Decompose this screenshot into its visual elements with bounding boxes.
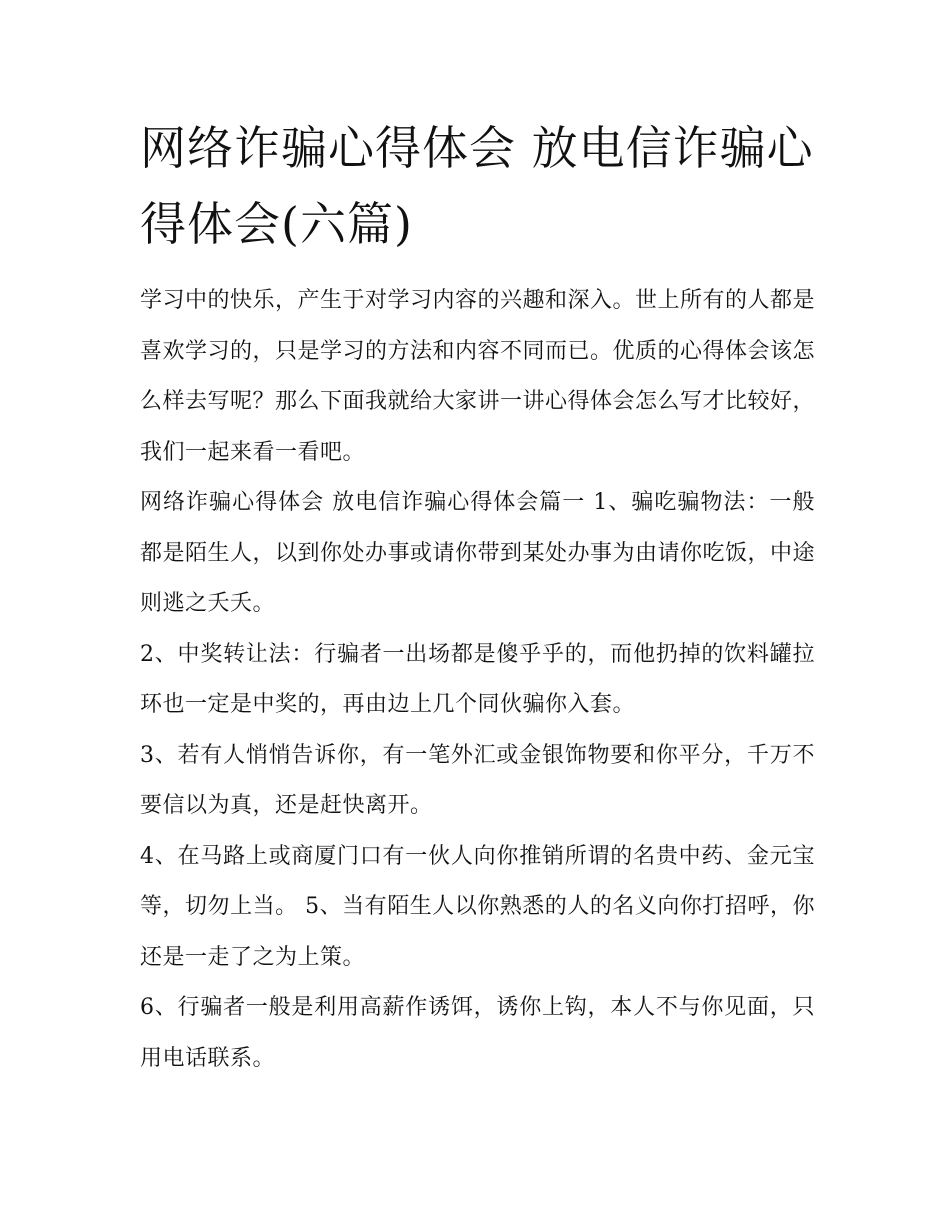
paragraph-item-1: 网络诈骗心得体会 放电信诈骗心得体会篇一 1、骗吃骗物法：一般都是陌生人，以到你处办事或请你带到某处办事为由请你吃饭，中途则逃之夭夭。 <box>140 490 816 616</box>
document-title: 网络诈骗心得体会 放电信诈骗心得体会(六篇) <box>140 121 814 251</box>
paragraph-item-3: 3、若有人悄悄告诉你，有一笔外汇或金银饰物要和你平分，千万不要信以为真，还是赶快离开。 <box>140 742 815 818</box>
paragraph-intro: 学习中的快乐，产生于对学习内容的兴趣和深入。世上所有的人都是喜欢学习的，只是学习的方法和内容不同而已。优质的心得体会该怎么样去写呢？那么下面我就给大家讲一讲心得体会怎么写才比较好，我们一起来看一看吧。 <box>140 288 816 465</box>
document-page <box>140 110 815 1084</box>
paragraph-item-4-5: 4、在马路上或商厦门口有一伙人向你推销所谓的名贵中药、金元宝等，切勿上当。 5、当有陌生人以你熟悉的人的名义向你打招呼，你还是一走了之为上策。 <box>140 843 815 970</box>
paragraph-item-6: 6、行骗者一般是利用高薪作诱饵，诱你上钩，本人不与你见面，只用电话联系。 <box>140 995 815 1071</box>
paragraph-item-2: 2、中奖转让法：行骗者一出场都是傻乎乎的，而他扔掉的饮料罐拉环也一定是中奖的，再由边上几个同伙骗你入套。 <box>140 641 815 717</box>
